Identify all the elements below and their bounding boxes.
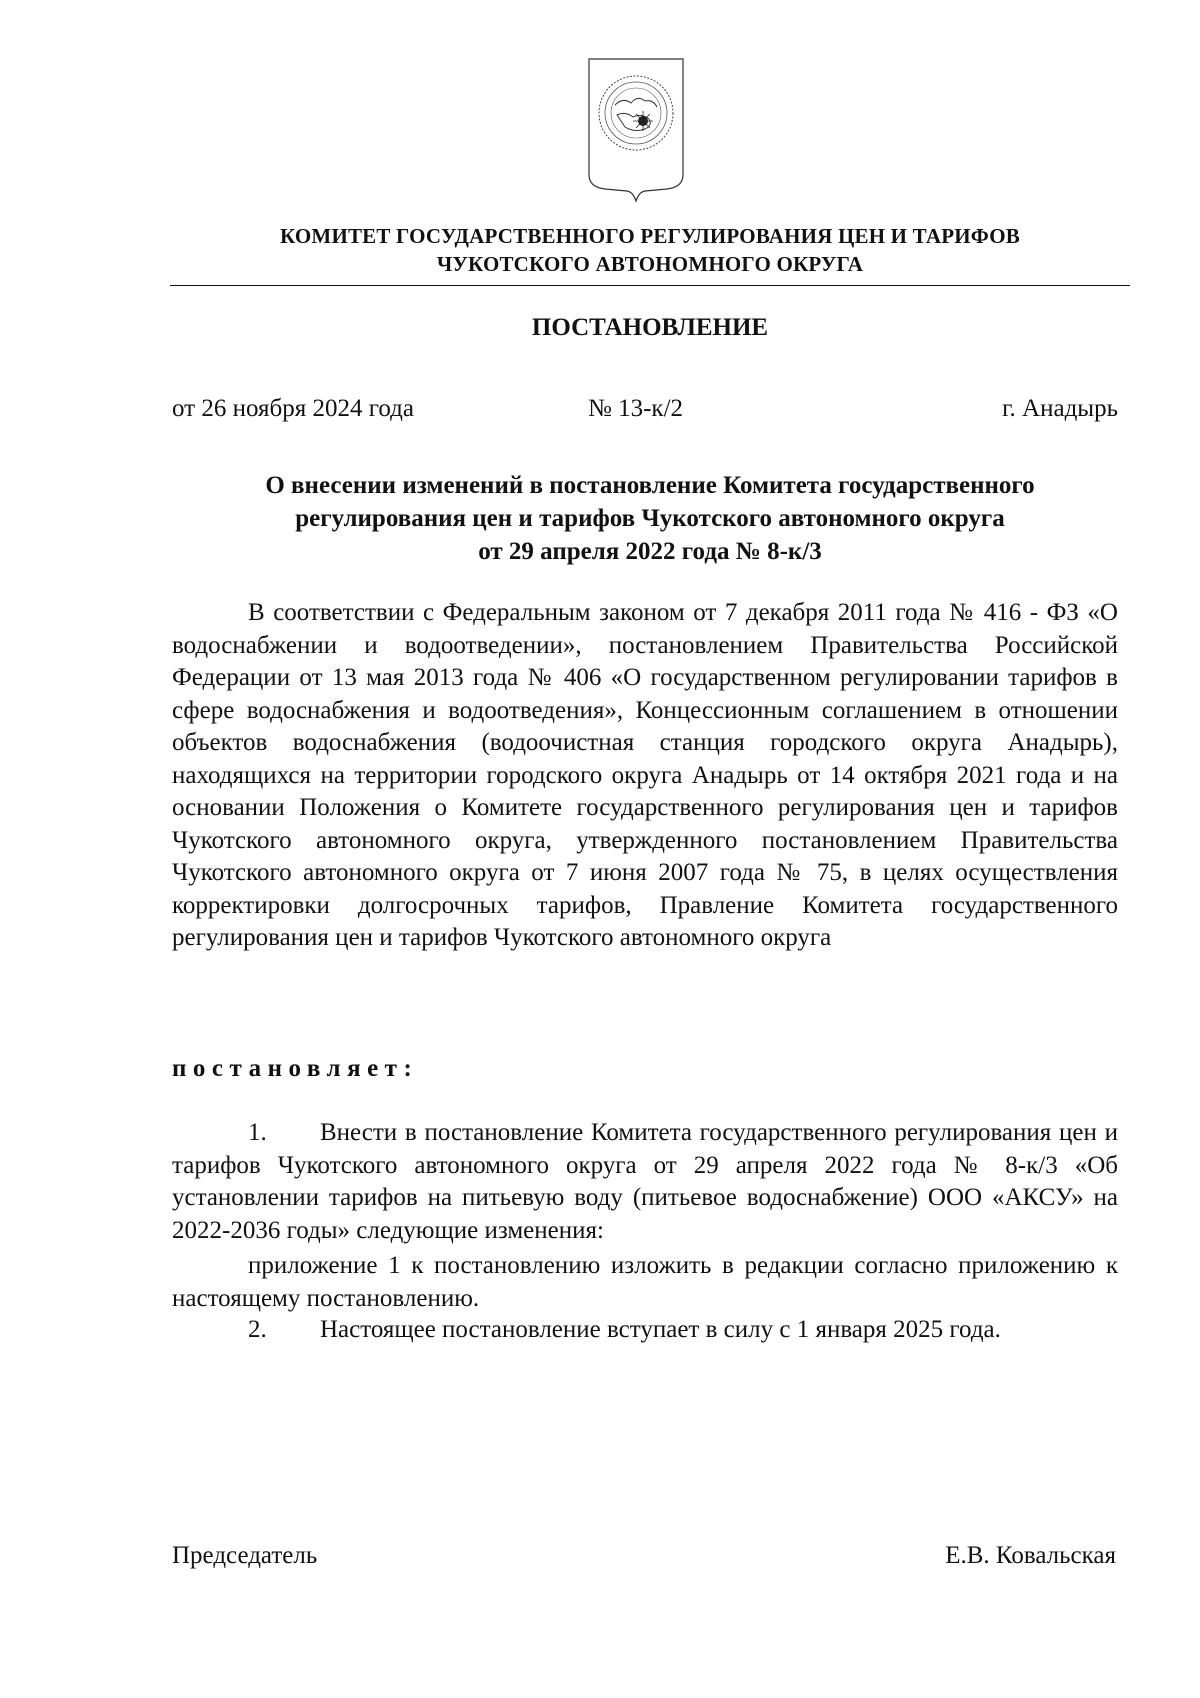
document-city: г. Анадырь (1002, 395, 1118, 422)
header-divider (170, 285, 1130, 286)
organization-name-line-2: ЧУКОТСКОГО АВТОНОМНОГО ОКРУГА (436, 252, 864, 276)
subject-line-2: регулирования цен и тарифов Чукотского автономного округа (295, 505, 1005, 532)
document-type: ПОСТАНОВЛЕНИЕ (531, 314, 769, 341)
subject-line-3: от 29 апреля 2022 года № 8-к/3 (478, 538, 822, 565)
item-2-number: 2. (248, 1316, 267, 1343)
document-subject (170, 469, 1130, 568)
preamble-paragraph: В соответствии с Федеральным законом от 7 декабря 2011 года № 416 - ФЗ «О водоснабжении и водоотведении», постановлением Правительства Российской Федерации от 13 мая 2013 года № 406 «О государственном регулировании тарифов в сфере водоснабжения и водоотведения», Концессионным соглашением в отношении объектов водоснабжения (водоочистная станция городского округа Анадырь), находящихся на территории городского округа Анадырь от 14 октября 2021 года и на основании Положения о Комитете государственного регулирования цен и тарифов Чукотского автономного округа, утвержденного постановлением Правительства Чукотского автономного округа от 7 июня 2007 года № 75, в целях осуществления корректировки долгосрочных тарифов, Правление Комитета государственного регулирования цен и тарифов Чукотского автономного округа (172, 599, 1118, 951)
resolution-item-1 (172, 1117, 1118, 1247)
signatory-role: Председатель (172, 1542, 318, 1569)
subject-line-1: О внесении изменений в постановление Комитета государственного (265, 472, 1035, 499)
signatory-name: Е.В. Ковальская (945, 1542, 1116, 1569)
organization-name-line-1: КОМИТЕТ ГОСУДАРСТВЕННОГО РЕГУЛИРОВАНИЯ ЦЕН И ТАРИФОВ (279, 224, 1020, 248)
resolves-heading: постановляет: (172, 1055, 419, 1082)
item-1-number: 1. (248, 1119, 267, 1146)
resolution-item-2 (172, 1314, 1118, 1347)
document-date: от 26 ноября 2024 года (172, 395, 414, 422)
item-1-text: Внести в постановление Комитета государственного регулирования цен и тарифов Чукотского автономного округа от 29 апреля 2022 года № 8-к/3 «Об установлении тарифов на питьевую воду (питьевое водоснабжение) ООО «АКСУ» на 2022-2036 годы» следующие изменения: (172, 1119, 1118, 1244)
resolution-item-1-sub: приложение 1 к постановлению изложить в редакции согласно приложению к настоящему постановлению. (172, 1252, 1118, 1312)
document-number: № 13-к/2 (588, 395, 684, 422)
organization-name (170, 222, 1130, 278)
coat-of-arms-icon (585, 55, 687, 205)
item-2-text: Настоящее постановление вступает в силу с 1 января 2025 года. (320, 1316, 1001, 1343)
